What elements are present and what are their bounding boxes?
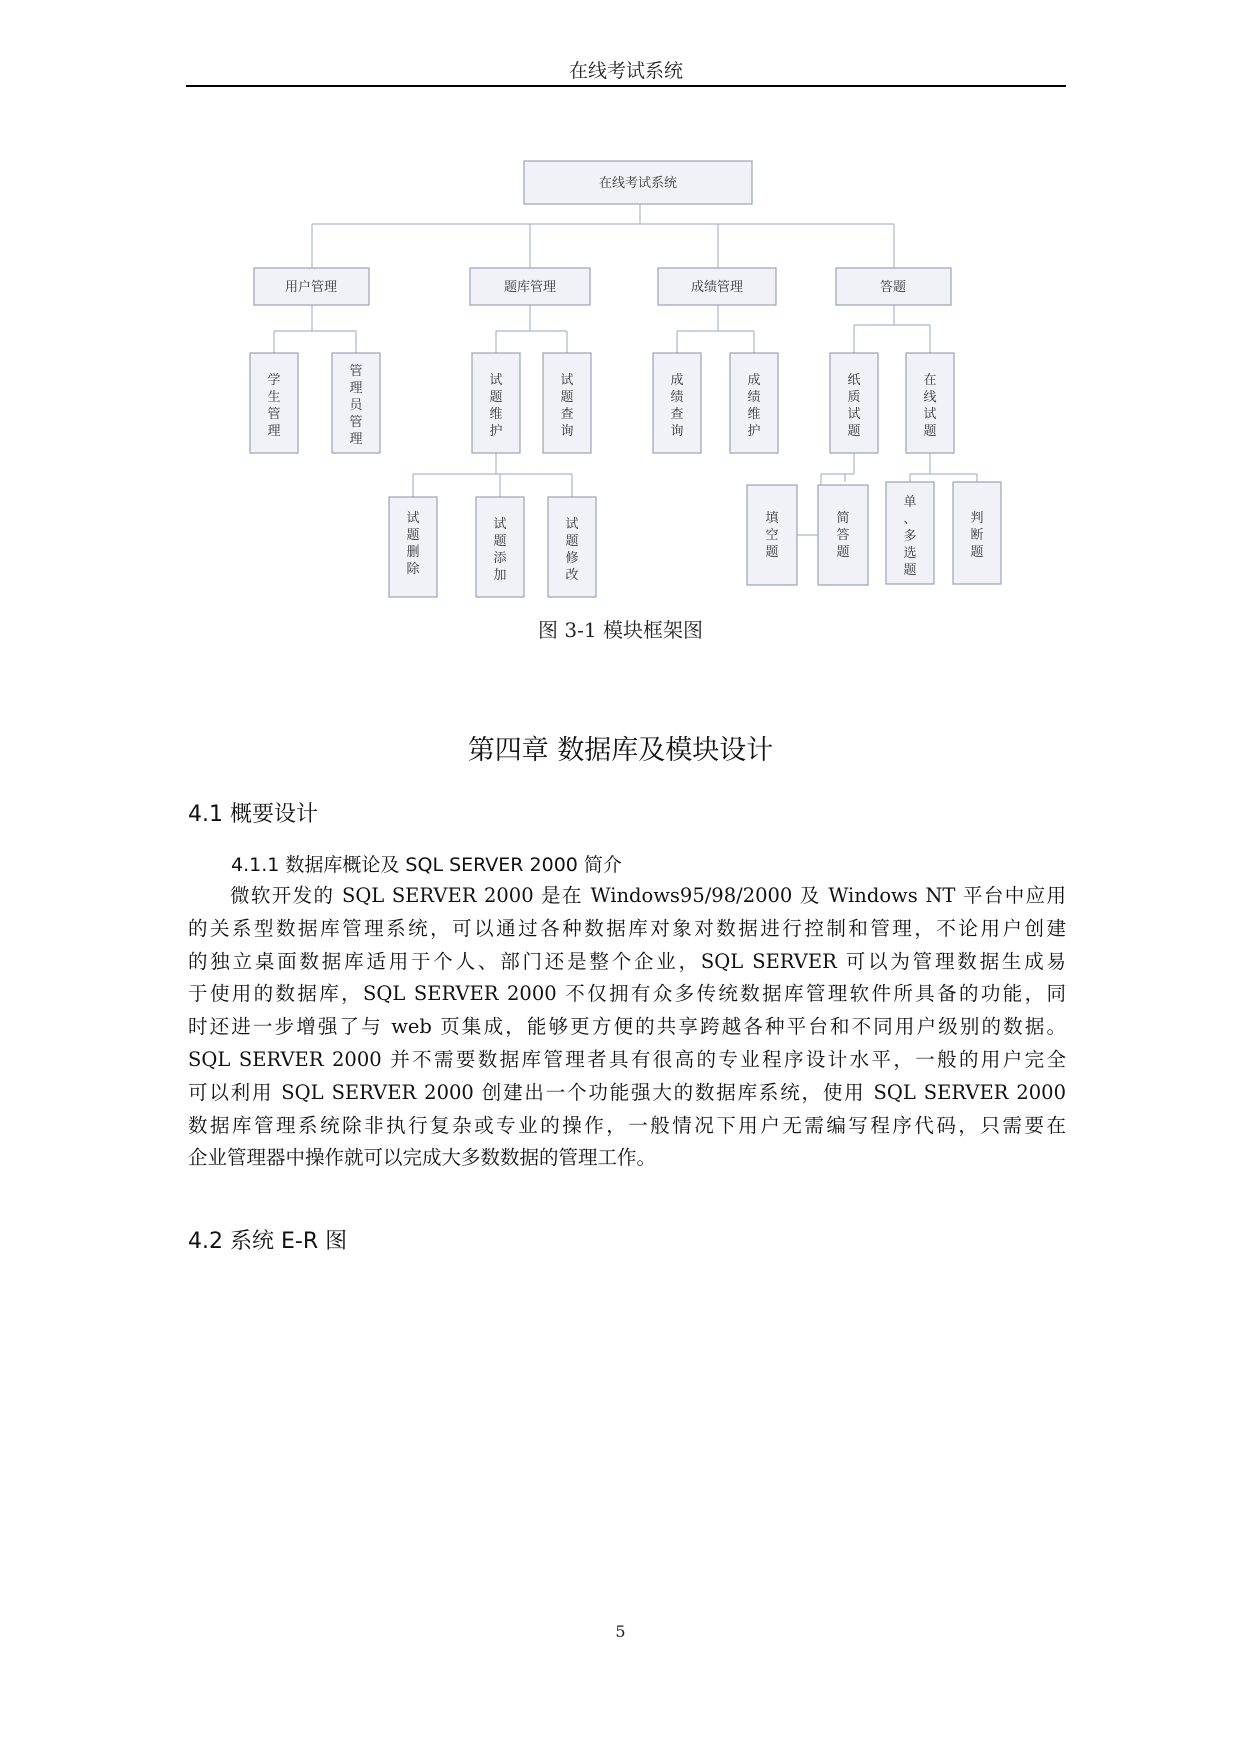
- node-sub-label: 成绩查询: [670, 373, 684, 439]
- node-sub-score-maintain: [730, 353, 778, 453]
- node-leaf-judge: [953, 482, 1001, 584]
- node-sub-label: 试题维护: [489, 373, 503, 439]
- node-sub-student: [250, 353, 298, 453]
- figure-caption: 图 3-1 模块框架图: [538, 618, 703, 642]
- node-sub-maintain: [472, 353, 520, 453]
- paragraph-line: 微软开发的 SQL SERVER 2000 是在 Windows95/98/2000 及 Windows NT 平台中应用: [230, 884, 1066, 907]
- node-module-answer: [836, 268, 951, 305]
- body-paragraph: [188, 880, 1066, 1175]
- node-sub-label: 在线试题: [923, 373, 937, 439]
- node-module-label: 用户管理: [284, 280, 338, 295]
- node-leaf-label: 试题删除: [406, 511, 420, 577]
- node-sub-paper: [830, 353, 878, 453]
- node-leaf-label: 试题修改: [565, 517, 579, 583]
- node-root: [524, 161, 752, 204]
- node-sub-score-query: [653, 353, 701, 453]
- page-number: 5: [615, 1622, 626, 1641]
- section-heading: 4.2 系统 E-R 图: [188, 1229, 348, 1254]
- node-module-label: 答题: [879, 280, 907, 295]
- node-leaf-fill: [747, 485, 797, 585]
- node-leaf-short: [818, 485, 868, 585]
- paragraph-line: 的独立桌面数据库适用于个人、部门还是整个企业，SQL SERVER 可以为管理数据生成易: [188, 949, 1066, 973]
- paragraph-line: 的关系型数据库管理系统，可以通过各种数据库对象对数据进行控制和管理，不论用户创建: [188, 916, 1066, 940]
- paragraph-line: 数据库管理系统除非执行复杂或专业的操作，一般情况下用户无需编写程序代码，只需要在: [188, 1113, 1066, 1137]
- node-root-label: 在线考试系统: [598, 176, 678, 191]
- chapter-title: 第四章 数据库及模块设计: [467, 735, 774, 766]
- node-sub-query: [543, 353, 591, 453]
- node-sub-label: 成绩维护: [747, 373, 761, 439]
- paragraph-line: 企业管理器中操作就可以完成大多数数据的管理工作。: [188, 1146, 657, 1170]
- node-leaf-label: 判断题: [970, 511, 984, 560]
- paragraph-line: 于使用的数据库，SQL SERVER 2000 不仅拥有众多传统数据库管理软件所具备的功能，同: [188, 982, 1066, 1006]
- subsection-heading: 4.1.1 数据库概论及 SQL SERVER 2000 简介: [231, 854, 622, 876]
- node-module-score: [658, 268, 776, 305]
- node-leaf-modify: [548, 497, 596, 597]
- running-header: 在线考试系统: [568, 60, 683, 82]
- node-sub-online: [906, 353, 954, 453]
- node-leaf-label: 试题添加: [493, 517, 507, 583]
- node-leaf-delete: [389, 497, 437, 597]
- node-leaf-label: 填空题: [765, 511, 779, 560]
- node-leaf-label: 简答题: [836, 511, 850, 560]
- node-leaf-label: 单、多选题: [903, 495, 917, 578]
- paragraph-line: 时还进一步增强了与 web 页集成，能够更方便的共享跨越各种平台和不同用户级别的数据。: [188, 1015, 1066, 1039]
- section-heading: 4.1 概要设计: [188, 802, 318, 827]
- node-module-bank: [470, 268, 590, 305]
- node-sub-label: 管理员管理: [349, 364, 363, 447]
- node-module-user: [254, 268, 369, 305]
- paragraph-line: SQL SERVER 2000 并不需要数据库管理者具有很高的专业程序设计水平，一般的用户完全: [188, 1047, 1066, 1071]
- node-module-label: 题库管理: [503, 280, 557, 295]
- node-module-label: 成绩管理: [690, 280, 744, 295]
- node-sub-label: 试题查询: [560, 373, 574, 439]
- node-sub-label: 学生管理: [267, 373, 281, 439]
- paragraph-line: 可以利用 SQL SERVER 2000 创建出一个功能强大的数据库系统，使用 SQL SERVER 2000: [188, 1080, 1066, 1104]
- node-sub-label: 纸质试题: [847, 373, 861, 439]
- module-framework-diagram: [0, 0, 1241, 640]
- node-leaf-choice: [886, 482, 934, 584]
- node-leaf-add: [476, 497, 524, 597]
- node-sub-admin: [332, 353, 380, 453]
